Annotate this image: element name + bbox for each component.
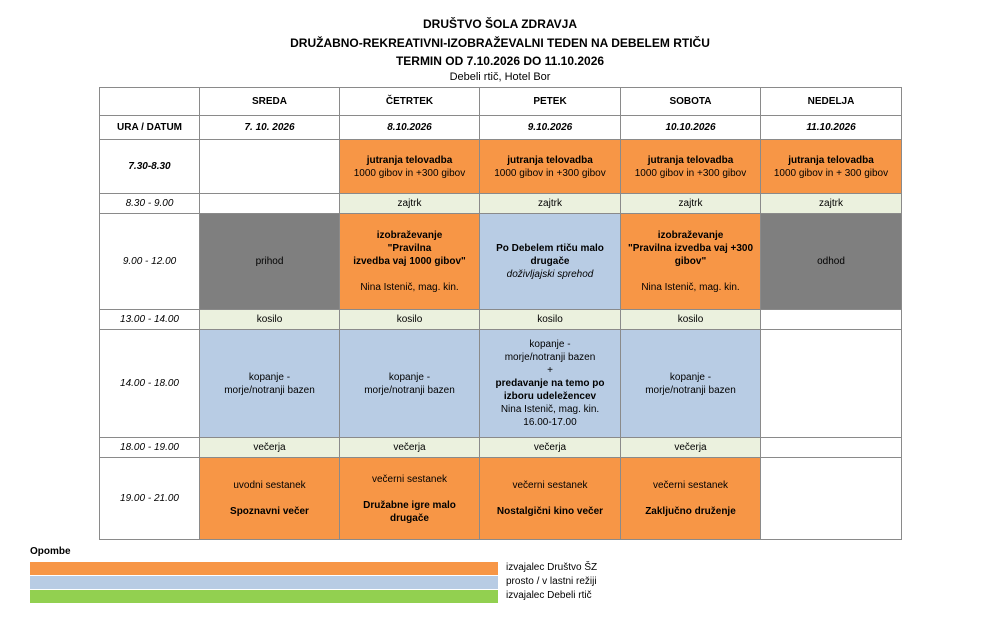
date-thu: 8.10.2026 — [340, 116, 480, 140]
row-morning — [100, 214, 902, 310]
cell-wed-swim: kopanje - morje/notranji bazen — [200, 330, 340, 438]
location: Debeli rtič, Hotel Bor — [449, 71, 551, 83]
cell-sun-departure: odhod — [761, 214, 902, 310]
cell-sat-lunch: kosilo — [621, 310, 761, 330]
cell-empty — [761, 310, 902, 330]
time-cell: 19.00 - 21.00 — [100, 458, 200, 540]
cell-sat-swim: kopanje - morje/notranji bazen — [621, 330, 761, 438]
cell-empty — [761, 330, 902, 438]
date-row — [100, 116, 902, 140]
legend-label-free: prosto / v lastni režiji — [506, 576, 597, 587]
cell-sun-exercise: jutranja telovadba 1000 gibov in + 300 gibov — [761, 140, 902, 194]
cell-fri-evening: večerni sestanek Nostalgični kino večer — [480, 458, 621, 540]
schedule-table — [99, 87, 902, 540]
row-morning-exercise — [100, 140, 902, 194]
cell-empty — [200, 194, 340, 214]
time-cell: 9.00 - 12.00 — [100, 214, 200, 310]
title-organization: DRUŠTVO ŠOLA ZDRAVJA — [422, 17, 577, 31]
legend-label-organizer: izvajalec Društvo ŠZ — [506, 562, 598, 573]
legend-label-hotel: izvajalec Debeli rtič — [506, 590, 592, 601]
cell-thu-breakfast: zajtrk — [340, 194, 480, 214]
row-dinner — [100, 438, 902, 458]
day-thu: ČETRTEK — [340, 88, 480, 116]
cell-sat-exercise: jutranja telovadba 1000 gibov in +300 gibov — [621, 140, 761, 194]
row-evening — [100, 458, 902, 540]
cell-thu-lunch: kosilo — [340, 310, 480, 330]
row-breakfast — [100, 194, 902, 214]
date-wed: 7. 10. 2026 — [200, 116, 340, 140]
day-sun: NEDELJA — [761, 88, 902, 116]
date-sat: 10.10.2026 — [621, 116, 761, 140]
cell-fri-swim-lecture: kopanje - morje/notranji bazen + predavanje na temo po izboru udeležencev Nina Istenič, mag. kin. 16.00-17.00 — [480, 330, 621, 438]
time-cell: 8.30 - 9.00 — [100, 194, 200, 214]
cell-empty — [761, 458, 902, 540]
legend-title: Opombe — [30, 546, 71, 557]
row-lunch — [100, 310, 902, 330]
cell-sun-breakfast: zajtrk — [761, 194, 902, 214]
cell-sat-education: izobraževanje "Pravilna izvedba vaj +300 gibov" Nina Istenič, mag. kin. — [621, 214, 761, 310]
time-cell: 18.00 - 19.00 — [100, 438, 200, 458]
cell-sat-breakfast: zajtrk — [621, 194, 761, 214]
cell-wed-dinner: večerja — [200, 438, 340, 458]
title-term: TERMIN OD 7.10.2026 DO 11.10.2026 — [395, 54, 605, 68]
time-cell: 7.30-8.30 — [100, 140, 200, 194]
cell-fri-dinner: večerja — [480, 438, 621, 458]
cell-wed-arrival: prihod — [200, 214, 340, 310]
day-sat: SOBOTA — [621, 88, 761, 116]
cell-wed-evening: uvodni sestanek Spoznavni večer — [200, 458, 340, 540]
corner-cell — [100, 88, 200, 116]
row-afternoon — [100, 330, 902, 438]
day-fri: PETEK — [480, 88, 621, 116]
cell-thu-swim: kopanje - morje/notranji bazen — [340, 330, 480, 438]
date-fri: 9.10.2026 — [480, 116, 621, 140]
date-sun: 11.10.2026 — [761, 116, 902, 140]
cell-fri-breakfast: zajtrk — [480, 194, 621, 214]
cell-fri-walk: Po Debelem rtiču malo drugače doživljajski sprehod — [480, 214, 621, 310]
legend-swatch-hotel — [30, 590, 498, 603]
cell-thu-exercise: jutranja telovadba 1000 gibov in +300 gibov — [340, 140, 480, 194]
cell-sat-evening: večerni sestanek Zaključno druženje — [621, 458, 761, 540]
cell-sat-dinner: večerja — [621, 438, 761, 458]
cell-thu-dinner: večerja — [340, 438, 480, 458]
cell-empty — [200, 140, 340, 194]
date-row-label: URA / DATUM — [100, 116, 200, 140]
time-cell: 13.00 - 14.00 — [100, 310, 200, 330]
title-event: DRUŽABNO-REKREATIVNI-IZOBRAŽEVALNI TEDEN NA DEBELEM RTIČU — [290, 36, 710, 50]
cell-wed-lunch: kosilo — [200, 310, 340, 330]
cell-fri-lunch: kosilo — [480, 310, 621, 330]
legend-swatch-organizer — [30, 562, 498, 575]
cell-fri-exercise: jutranja telovadba 1000 gibov in +300 gibov — [480, 140, 621, 194]
cell-thu-education: izobraževanje "Pravilna izvedba vaj 1000 gibov" Nina Istenič, mag. kin. — [340, 214, 480, 310]
cell-thu-evening: večerni sestanek Družabne igre malo drugače — [340, 458, 480, 540]
cell-empty — [761, 438, 902, 458]
legend-swatch-free — [30, 576, 498, 589]
day-wed: SREDA — [200, 88, 340, 116]
day-header-row — [100, 88, 902, 116]
time-cell: 14.00 - 18.00 — [100, 330, 200, 438]
